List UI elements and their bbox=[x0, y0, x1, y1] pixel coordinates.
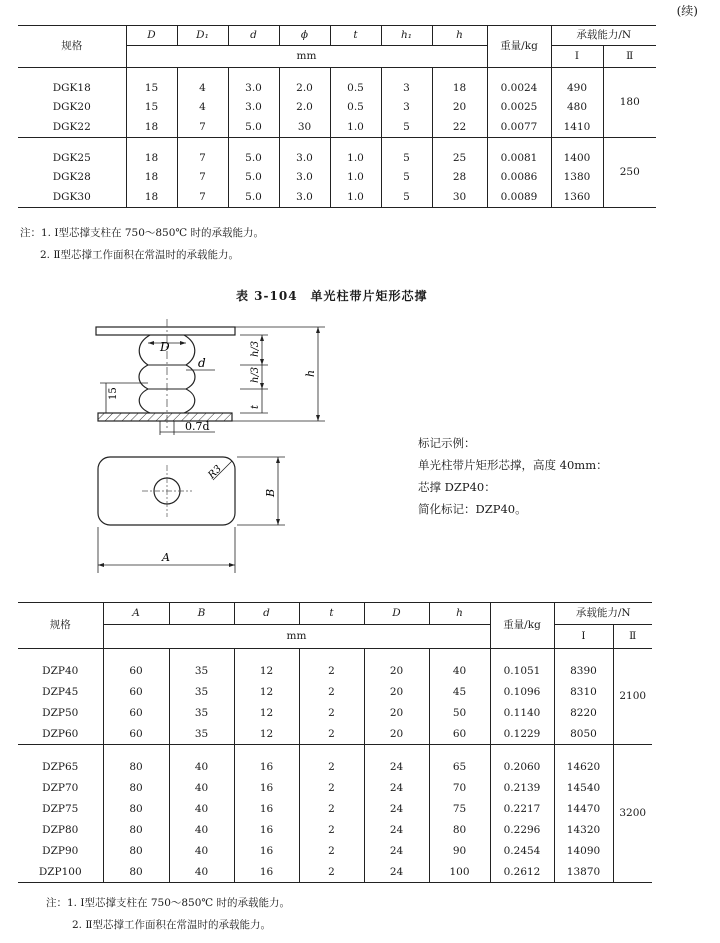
table-row bbox=[18, 138, 656, 168]
table-dzp bbox=[18, 602, 652, 883]
value-cell: 5 bbox=[381, 138, 432, 168]
col-t: t bbox=[330, 26, 381, 46]
spec-cell: DZP75 bbox=[42, 802, 79, 815]
col-capacity: 承载能力/N bbox=[554, 603, 652, 625]
value-cell: 24 bbox=[364, 820, 429, 841]
value-cell: 0.0086 bbox=[487, 168, 551, 188]
table-group-1 bbox=[18, 649, 652, 745]
col-spec: 规格 bbox=[18, 26, 126, 68]
spec-cell: DGK20 bbox=[52, 101, 91, 114]
marking-line-4: 简化标记：DZP40。 bbox=[418, 502, 527, 516]
value-cell: 8390 bbox=[554, 649, 613, 682]
value-cell: 16 bbox=[234, 778, 299, 799]
continued-label: (续) bbox=[676, 4, 698, 18]
unit-mm: mm bbox=[126, 46, 487, 68]
spec-cell: DZP50 bbox=[42, 706, 79, 719]
value-cell: 40 bbox=[169, 820, 234, 841]
cap-2: Ⅱ bbox=[613, 625, 652, 649]
value-cell: 16 bbox=[234, 799, 299, 820]
value-cell: 20 bbox=[364, 682, 429, 703]
table-row bbox=[18, 799, 652, 820]
col-capacity: 承载能力/N bbox=[551, 26, 656, 46]
col-D: D bbox=[364, 603, 429, 625]
spec-cell: DZP60 bbox=[42, 727, 79, 740]
value-cell: 2 bbox=[299, 841, 364, 862]
value-cell: 28 bbox=[432, 168, 487, 188]
value-cell: 0.2296 bbox=[490, 820, 554, 841]
value-cell: 8050 bbox=[554, 724, 613, 745]
value-cell: 480 bbox=[551, 98, 603, 118]
col-d: d bbox=[228, 26, 279, 46]
value-cell: 40 bbox=[169, 841, 234, 862]
value-cell: 40 bbox=[169, 862, 234, 883]
value-cell: 80 bbox=[103, 820, 169, 841]
core-support-drawing bbox=[0, 305, 720, 590]
value-cell: 3.0 bbox=[279, 188, 330, 208]
table-group-2 bbox=[18, 745, 652, 883]
value-cell: 8220 bbox=[554, 703, 613, 724]
marking-line-3: 芯撑 DZP40： bbox=[418, 480, 496, 494]
value-cell: 20 bbox=[432, 98, 487, 118]
col-h: h bbox=[432, 26, 487, 46]
value-cell: 80 bbox=[103, 745, 169, 778]
value-cell: 1.0 bbox=[330, 118, 381, 138]
marking-example bbox=[418, 432, 608, 520]
value-cell: 1.0 bbox=[330, 168, 381, 188]
dim-D: D bbox=[160, 340, 170, 354]
capacity-2-cell: 3200 bbox=[613, 745, 652, 883]
value-cell: 3 bbox=[381, 98, 432, 118]
value-cell: 3.0 bbox=[279, 138, 330, 168]
spec-cell: DGK18 bbox=[52, 81, 91, 94]
value-cell: 0.5 bbox=[330, 68, 381, 98]
bottom-plate bbox=[98, 413, 232, 421]
col-h: h bbox=[429, 603, 490, 625]
marking-line-2: 单光柱带片矩形芯撑，高度 40mm： bbox=[418, 458, 608, 472]
table-row bbox=[18, 778, 652, 799]
dim-15: 15 bbox=[108, 387, 119, 400]
value-cell: 14090 bbox=[554, 841, 613, 862]
value-cell: 1410 bbox=[551, 118, 603, 138]
note-1: 注：1. Ⅰ型芯撑支柱在 750～850℃ 时的承载能力。 bbox=[20, 227, 265, 239]
col-spec: 规格 bbox=[18, 603, 103, 649]
value-cell: 80 bbox=[103, 778, 169, 799]
value-cell: 20 bbox=[364, 724, 429, 745]
value-cell: 5.0 bbox=[228, 168, 279, 188]
value-cell: 50 bbox=[429, 703, 490, 724]
value-cell: 12 bbox=[234, 724, 299, 745]
value-cell: 70 bbox=[429, 778, 490, 799]
value-cell: 22 bbox=[432, 118, 487, 138]
col-weight: 重量/kg bbox=[487, 26, 551, 68]
value-cell: 3.0 bbox=[279, 168, 330, 188]
value-cell: 25 bbox=[432, 138, 487, 168]
table-row bbox=[18, 820, 652, 841]
value-cell: 0.2612 bbox=[490, 862, 554, 883]
value-cell: 30 bbox=[432, 188, 487, 208]
value-cell: 2 bbox=[299, 745, 364, 778]
capacity-2-cell: 250 bbox=[603, 138, 656, 208]
table-row bbox=[18, 98, 656, 118]
value-cell: 35 bbox=[169, 703, 234, 724]
value-cell: 0.1096 bbox=[490, 682, 554, 703]
value-cell: 90 bbox=[429, 841, 490, 862]
value-cell: 1.0 bbox=[330, 188, 381, 208]
value-cell: 16 bbox=[234, 820, 299, 841]
top-plate bbox=[96, 327, 235, 335]
table-row bbox=[18, 118, 656, 138]
note-2: 2. Ⅱ型芯撑工作面积在常温时的承载能力。 bbox=[40, 249, 239, 261]
value-cell: 18 bbox=[126, 168, 177, 188]
value-cell: 3.0 bbox=[228, 98, 279, 118]
value-cell: 0.0025 bbox=[487, 98, 551, 118]
table-row bbox=[18, 745, 652, 778]
table-row bbox=[18, 862, 652, 883]
value-cell: 3.0 bbox=[228, 68, 279, 98]
spec-cell: DZP90 bbox=[42, 844, 79, 857]
dim-h3-top: h/3 bbox=[250, 340, 261, 357]
unit-mm: mm bbox=[103, 625, 490, 649]
value-cell: 14620 bbox=[554, 745, 613, 778]
value-cell: 24 bbox=[364, 862, 429, 883]
value-cell: 2 bbox=[299, 820, 364, 841]
value-cell: 5 bbox=[381, 118, 432, 138]
value-cell: 2 bbox=[299, 778, 364, 799]
cap-1: Ⅰ bbox=[551, 46, 603, 68]
value-cell: 1360 bbox=[551, 188, 603, 208]
value-cell: 14470 bbox=[554, 799, 613, 820]
value-cell: 5 bbox=[381, 188, 432, 208]
table-group-1 bbox=[18, 68, 656, 138]
dim-A: A bbox=[162, 551, 170, 564]
value-cell: 3 bbox=[381, 68, 432, 98]
value-cell: 5.0 bbox=[228, 138, 279, 168]
value-cell: 35 bbox=[169, 724, 234, 745]
col-phi: ϕ bbox=[279, 26, 330, 46]
value-cell: 60 bbox=[103, 703, 169, 724]
value-cell: 4 bbox=[177, 98, 228, 118]
value-cell: 13870 bbox=[554, 862, 613, 883]
value-cell: 2 bbox=[299, 682, 364, 703]
value-cell: 1.0 bbox=[330, 138, 381, 168]
dim-h3-mid: h/3 bbox=[250, 366, 261, 383]
value-cell: 40 bbox=[169, 778, 234, 799]
value-cell: 12 bbox=[234, 703, 299, 724]
table-dgk bbox=[18, 25, 656, 208]
note-2: 2. Ⅱ型芯撑工作面积在常温时的承载能力。 bbox=[72, 919, 271, 931]
value-cell: 2 bbox=[299, 799, 364, 820]
marking-line-1: 标记示例： bbox=[418, 436, 476, 450]
col-weight: 重量/kg bbox=[490, 603, 554, 649]
value-cell: 490 bbox=[551, 68, 603, 98]
value-cell: 60 bbox=[103, 724, 169, 745]
spec-cell: DGK30 bbox=[52, 191, 91, 203]
value-cell: 80 bbox=[429, 820, 490, 841]
value-cell: 14540 bbox=[554, 778, 613, 799]
spec-cell: DZP100 bbox=[38, 865, 82, 878]
value-cell: 4 bbox=[177, 68, 228, 98]
value-cell: 12 bbox=[234, 682, 299, 703]
spec-cell: DGK28 bbox=[52, 171, 91, 184]
value-cell: 75 bbox=[429, 799, 490, 820]
value-cell: 24 bbox=[364, 799, 429, 820]
value-cell: 45 bbox=[429, 682, 490, 703]
value-cell: 7 bbox=[177, 118, 228, 138]
value-cell: 14320 bbox=[554, 820, 613, 841]
value-cell: 35 bbox=[169, 649, 234, 682]
value-cell: 0.0077 bbox=[487, 118, 551, 138]
value-cell: 80 bbox=[103, 841, 169, 862]
value-cell: 1380 bbox=[551, 168, 603, 188]
value-cell: 7 bbox=[177, 188, 228, 208]
col-d: d bbox=[234, 603, 299, 625]
value-cell: 1400 bbox=[551, 138, 603, 168]
value-cell: 2 bbox=[299, 649, 364, 682]
spec-cell: DZP45 bbox=[42, 685, 79, 698]
value-cell: 5 bbox=[381, 168, 432, 188]
value-cell: 20 bbox=[364, 649, 429, 682]
table-row bbox=[18, 168, 656, 188]
value-cell: 0.1140 bbox=[490, 703, 554, 724]
value-cell: 2 bbox=[299, 703, 364, 724]
value-cell: 60 bbox=[429, 724, 490, 745]
note-1: 注：1. Ⅰ型芯撑支柱在 750～850℃ 时的承载能力。 bbox=[46, 897, 291, 909]
col-B: B bbox=[169, 603, 234, 625]
value-cell: 40 bbox=[169, 745, 234, 778]
value-cell: 5.0 bbox=[228, 118, 279, 138]
value-cell: 40 bbox=[169, 799, 234, 820]
value-cell: 80 bbox=[103, 799, 169, 820]
value-cell: 20 bbox=[364, 703, 429, 724]
table-caption: 表 3-104 单光柱带片矩形芯撑 bbox=[236, 289, 428, 303]
value-cell: 2 bbox=[299, 862, 364, 883]
spec-cell: DGK25 bbox=[18, 138, 126, 168]
value-cell: 16 bbox=[234, 745, 299, 778]
value-cell: 65 bbox=[429, 745, 490, 778]
value-cell: 24 bbox=[364, 745, 429, 778]
value-cell: 2.0 bbox=[279, 68, 330, 98]
table-row bbox=[18, 188, 656, 208]
value-cell: 24 bbox=[364, 841, 429, 862]
value-cell: 0.2454 bbox=[490, 841, 554, 862]
dim-0-7d: 0.7d bbox=[185, 420, 210, 433]
cap-2: Ⅱ bbox=[603, 46, 656, 68]
col-t: t bbox=[299, 603, 364, 625]
dim-t: t bbox=[250, 404, 261, 409]
value-cell: 2 bbox=[299, 724, 364, 745]
table-row bbox=[18, 682, 652, 703]
dim-R3: R3 bbox=[206, 463, 224, 482]
table-row bbox=[18, 841, 652, 862]
value-cell: 0.0089 bbox=[487, 188, 551, 208]
value-cell: 15 bbox=[126, 98, 177, 118]
spec-cell: DZP80 bbox=[42, 823, 79, 836]
cap-1: Ⅰ bbox=[554, 625, 613, 649]
value-cell: 0.2139 bbox=[490, 778, 554, 799]
value-cell: 0.0081 bbox=[487, 138, 551, 168]
value-cell: 18 bbox=[432, 68, 487, 98]
value-cell: 0.2217 bbox=[490, 799, 554, 820]
value-cell: 18 bbox=[126, 138, 177, 168]
value-cell: 15 bbox=[126, 68, 177, 98]
table-row bbox=[18, 649, 652, 682]
table-row bbox=[18, 703, 652, 724]
col-D1: D₁ bbox=[177, 26, 228, 46]
value-cell: 18 bbox=[126, 118, 177, 138]
dim-h: h bbox=[304, 369, 317, 377]
dim-d: d bbox=[198, 356, 206, 370]
value-cell: 16 bbox=[234, 862, 299, 883]
value-cell: 12 bbox=[234, 649, 299, 682]
col-h1: h₁ bbox=[381, 26, 432, 46]
value-cell: 7 bbox=[177, 168, 228, 188]
capacity-2-cell: 180 bbox=[603, 68, 656, 138]
value-cell: 30 bbox=[279, 118, 330, 138]
spec-cell: DZP65 bbox=[18, 745, 103, 778]
value-cell: 0.1229 bbox=[490, 724, 554, 745]
col-D: D bbox=[126, 26, 177, 46]
value-cell: 40 bbox=[429, 649, 490, 682]
dim-B: B bbox=[264, 488, 277, 497]
value-cell: 0.1051 bbox=[490, 649, 554, 682]
value-cell: 5.0 bbox=[228, 188, 279, 208]
value-cell: 7 bbox=[177, 138, 228, 168]
value-cell: 2.0 bbox=[279, 98, 330, 118]
value-cell: 35 bbox=[169, 682, 234, 703]
value-cell: 80 bbox=[103, 862, 169, 883]
table-row bbox=[18, 68, 656, 98]
value-cell: 60 bbox=[103, 682, 169, 703]
table-group-2 bbox=[18, 138, 656, 208]
capacity-2-cell: 2100 bbox=[613, 649, 652, 745]
value-cell: 16 bbox=[234, 841, 299, 862]
value-cell: 0.0024 bbox=[487, 68, 551, 98]
value-cell: 8310 bbox=[554, 682, 613, 703]
value-cell: 18 bbox=[126, 188, 177, 208]
value-cell: 0.2060 bbox=[490, 745, 554, 778]
value-cell: 0.5 bbox=[330, 98, 381, 118]
spec-cell: DZP40 bbox=[42, 665, 79, 677]
col-A: A bbox=[103, 603, 169, 625]
spec-cell: DZP70 bbox=[42, 781, 79, 794]
value-cell: 24 bbox=[364, 778, 429, 799]
spec-cell: DGK22 bbox=[52, 121, 91, 133]
value-cell: 100 bbox=[429, 862, 490, 883]
table-row bbox=[18, 724, 652, 745]
value-cell: 60 bbox=[103, 649, 169, 682]
